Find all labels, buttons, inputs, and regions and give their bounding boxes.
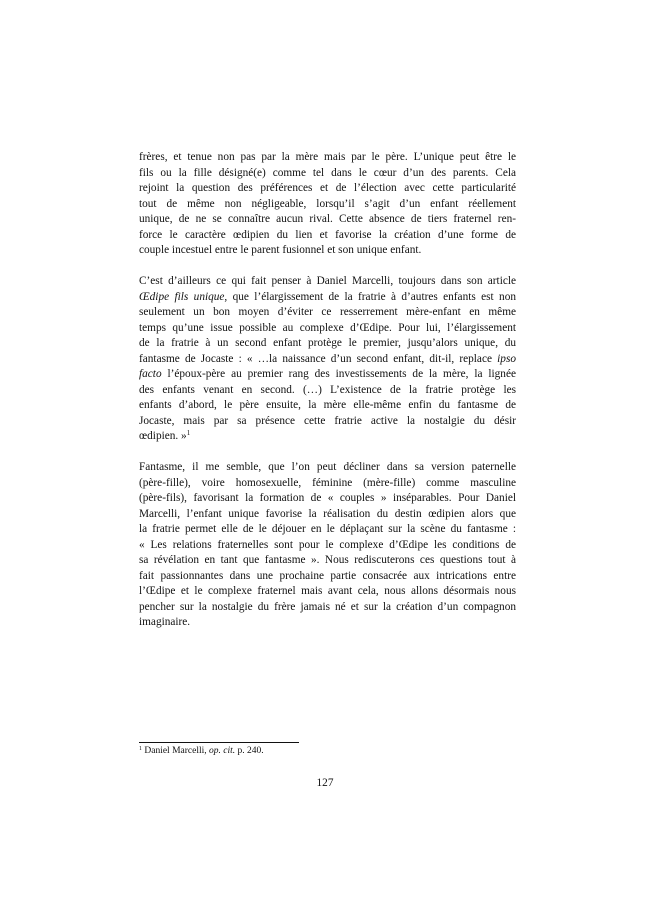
text-line bbox=[139, 166, 516, 182]
text-line bbox=[139, 243, 516, 259]
text-line bbox=[139, 228, 516, 244]
footnote-author: Daniel Marcelli, bbox=[142, 746, 210, 756]
text-run: seulement un bon moyen d’éviter ce resserrement mère-enfant en même bbox=[139, 306, 516, 318]
text-line bbox=[139, 522, 516, 538]
text-run: C’est d’ailleurs ce qui fait penser à Daniel Marcelli, toujours dans son article bbox=[139, 275, 516, 287]
text-run: enfants d’abord, le père ensuite, la mère elle-même enfin du fantasme de bbox=[139, 399, 516, 411]
text-line bbox=[139, 584, 516, 600]
text-run: l’époux-père au premier rang des investissements de la mère, la lignée bbox=[161, 368, 516, 380]
text-run: imaginaire. bbox=[139, 616, 191, 628]
text-line bbox=[139, 336, 516, 352]
text-line bbox=[139, 212, 516, 228]
text-line bbox=[139, 352, 516, 368]
footnote-page: p. 240. bbox=[235, 746, 264, 756]
text-line bbox=[139, 553, 516, 569]
text-line bbox=[139, 569, 516, 585]
text-line bbox=[139, 274, 516, 290]
text-line bbox=[139, 491, 516, 507]
text-run: la fratrie permet elle de le déjouer en le déplaçant sur la scène du fantasme : bbox=[139, 523, 516, 535]
text-run: fait passionnantes dans une prochaine partie consacrée aux intrications entre bbox=[139, 569, 516, 582]
footnote-citation: op. cit. bbox=[209, 746, 236, 756]
text-run: l’Œdipe et le complexe fraternel mais avant cela, nous allons désormais nous bbox=[139, 585, 516, 597]
text-run: des enfants venant en second. (…) L’existence de la fratrie protège les bbox=[139, 383, 516, 396]
footnote-marker: 1 bbox=[139, 746, 142, 752]
text-line bbox=[139, 398, 516, 414]
text-line bbox=[139, 181, 516, 197]
text-line bbox=[139, 290, 516, 306]
text-run: unique, de ne se connaître aucun rival. Cette absence de tiers fraternel ren- bbox=[139, 213, 516, 225]
text-run: (père-fils), favorisant la formation de « couples » inséparables. Pour Daniel bbox=[139, 492, 516, 504]
paragraph bbox=[139, 274, 516, 445]
text-run: sa révélation en tant que fantasme ». Nous rediscuterons ces questions tout à bbox=[139, 554, 516, 566]
text-line bbox=[139, 538, 516, 554]
text-run: rejoint la question des préférences et de l’élection avec cette particularité bbox=[139, 182, 516, 194]
text-line bbox=[139, 150, 516, 166]
body-text bbox=[139, 150, 516, 631]
footnote-separator bbox=[139, 742, 299, 743]
text-run: (père-fille), voire homosexuelle, féminine (mère-fille) comme masculine bbox=[139, 476, 516, 489]
text-line bbox=[139, 460, 516, 476]
paragraph bbox=[139, 460, 516, 631]
text-line bbox=[139, 383, 516, 399]
text-run: , que l’élargissement de la fratrie à d’autres enfants est non bbox=[224, 290, 516, 303]
text-run: pencher sur la nostalgie du frère jamais né et sur la création d’un compagnon bbox=[139, 600, 516, 613]
text-run: couple incestuel entre le parent fusionnel et son unique enfant. bbox=[139, 244, 422, 256]
footnote bbox=[139, 745, 264, 757]
text-run: Jocaste, mais par sa présence cette fratrie active la nostalgie du désir bbox=[139, 414, 516, 427]
text-run: fils ou la fille désigné(e) comme tel dans le cœur d’un des parents. Cela bbox=[139, 166, 516, 179]
text-line bbox=[139, 615, 516, 631]
text-run: force le caractère œdipien du lien et favorise la création d’une forme de bbox=[139, 228, 516, 241]
text-run: tout de même non négligeable, lorsqu’il s’agit d’un enfant réellement bbox=[139, 197, 516, 210]
page-number: 127 bbox=[316, 777, 334, 789]
italic-text: ipso bbox=[497, 352, 516, 365]
text-line bbox=[139, 429, 516, 445]
text-line bbox=[139, 367, 516, 383]
text-run: œdipien. » bbox=[139, 430, 187, 442]
text-run: Marcelli, l’enfant unique favorise la réalisation du destin œdipien alors que bbox=[139, 507, 516, 520]
text-line bbox=[139, 305, 516, 321]
text-run: « Les relations fraternelles sont pour le complexe d’Œdipe les conditions de bbox=[139, 538, 516, 551]
text-run: frères, et tenue non pas par la mère mais par le père. L’unique peut être le bbox=[139, 151, 516, 163]
paragraph bbox=[139, 150, 516, 259]
text-run: temps qu’une issue possible au complexe d’Œdipe. Pour lui, l’élargissement bbox=[139, 321, 516, 334]
text-line bbox=[139, 600, 516, 616]
text-line bbox=[139, 414, 516, 430]
text-line bbox=[139, 197, 516, 213]
text-line bbox=[139, 507, 516, 523]
text-run: de la fratrie à un second enfant protège le premier, jusqu’alors unique, du bbox=[139, 337, 516, 349]
text-run: fantasme de Jocaste : « …la naissance d’un second enfant, dit-il, replace bbox=[139, 352, 498, 365]
text-line bbox=[139, 321, 516, 337]
footnote-reference: 1 bbox=[186, 429, 191, 437]
italic-text: Œdipe fils unique bbox=[139, 290, 225, 303]
italic-text: facto bbox=[139, 368, 162, 380]
text-run: Fantasme, il me semble, que l’on peut décliner dans sa version paternelle bbox=[139, 461, 516, 473]
text-line bbox=[139, 476, 516, 492]
